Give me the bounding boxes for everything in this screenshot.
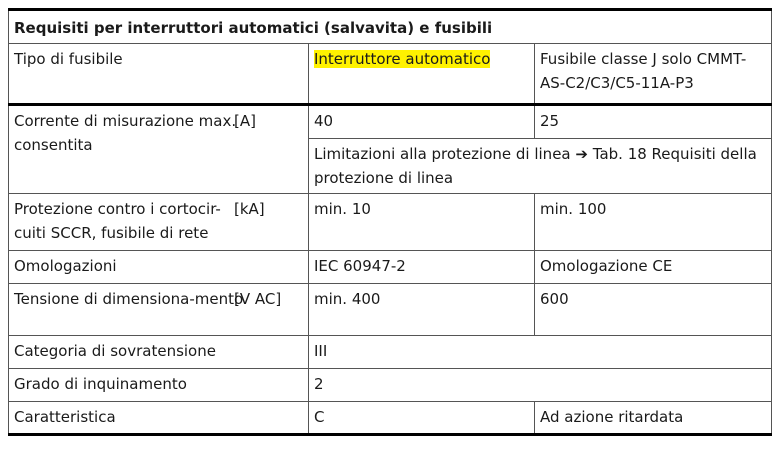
- arrow-right-icon: ➔: [575, 145, 588, 163]
- table-row: [9, 284, 772, 336]
- cell-value: 600: [535, 284, 772, 336]
- param-name: Protezione contro i cortocir-cuiti SCCR, fusibile di rete: [14, 200, 221, 242]
- table-row: [9, 194, 772, 251]
- cell-value: 2: [309, 369, 772, 402]
- param-name: Tensione di dimensiona-mento: [14, 290, 244, 308]
- cell-value: C: [309, 402, 535, 435]
- param-overvoltage: Categoria di sovratensione: [9, 336, 309, 369]
- cell-value: Omologazione CE: [535, 251, 772, 284]
- table-row: [9, 251, 772, 284]
- cell-value: min. 100: [535, 194, 772, 251]
- table-title: Requisiti per interruttori automatici (salvavita) e fusibili: [9, 10, 772, 44]
- requirements-table: [8, 8, 772, 436]
- cross-reference-link[interactable]: Tab. 18 Requisiti della protezione di linea: [314, 145, 757, 187]
- cell-value: min. 400: [309, 284, 535, 336]
- cell-value: 25: [535, 105, 772, 139]
- highlighted-text: Interruttore automatico: [314, 50, 491, 68]
- table-row: [9, 369, 772, 402]
- cell-value: IEC 60947-2: [309, 251, 535, 284]
- param-tension: [9, 284, 309, 336]
- param-unit: [kA]: [234, 200, 265, 218]
- table-row: [9, 402, 772, 435]
- table-title-row: [9, 10, 772, 44]
- table-row: [9, 105, 772, 139]
- param-name: Corrente di misurazione max. consentita: [14, 112, 237, 154]
- cell-value: min. 10: [309, 194, 535, 251]
- table-header-row: [9, 44, 772, 105]
- header-col-circuit-breaker: [309, 44, 535, 105]
- cell-limit-note: [309, 139, 772, 194]
- cell-value: III: [309, 336, 772, 369]
- cell-value: Ad azione ritardata: [535, 402, 772, 435]
- param-current: [9, 105, 309, 194]
- param-unit: [V AC]: [234, 290, 282, 308]
- param-pollution: Grado di inquinamento: [9, 369, 309, 402]
- param-approvals: Omologazioni: [9, 251, 309, 284]
- table-row: [9, 336, 772, 369]
- param-scc: [9, 194, 309, 251]
- param-characteristic: Caratteristica: [9, 402, 309, 435]
- cell-value: 40: [309, 105, 535, 139]
- param-unit: [A]: [234, 112, 256, 130]
- limit-text: Limitazioni alla protezione di linea: [314, 145, 571, 163]
- header-col-fuse: Fusibile classe J solo CMMT-AS-C2/C3/C5-11A-P3: [535, 44, 772, 105]
- header-label: Tipo di fusibile: [9, 44, 309, 105]
